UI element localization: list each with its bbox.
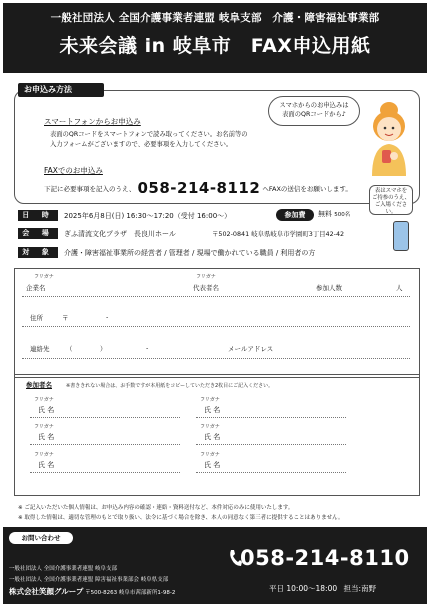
p1-furigana: フリガナ — [34, 397, 54, 403]
phone-note-line-1: 表はスマホを — [374, 188, 408, 194]
contact-label[interactable]: 連絡先 — [30, 345, 50, 353]
fax-suffix: へFAXの送信をお願いします。 — [262, 185, 352, 193]
footer-company: 株式会社笑顔グループ — [9, 587, 84, 596]
p6-name-label[interactable]: 氏 名 — [204, 461, 221, 469]
company-rule — [22, 296, 410, 297]
address-label[interactable]: 住所 — [30, 314, 43, 322]
header-banner — [3, 3, 427, 73]
target-value: 介護・障害福祉事業所の経営者 / 管理者 / 現場で働かれている職員 / 利用者の方 — [64, 249, 316, 257]
postal-mark: 〒 — [62, 314, 69, 322]
phone-note — [369, 185, 413, 215]
page-title: 未来会議 in 岐阜市 FAX申込用紙 — [59, 35, 371, 57]
participants-note: ※書ききれない場合は、お手数ですが本用紙をコピーしていただき2枚目にご記入ください。 — [66, 383, 274, 389]
p6-furigana: フリガナ — [200, 452, 220, 458]
representative-label[interactable]: 代表者名 — [193, 284, 219, 292]
company-name-label[interactable]: 企業名 — [26, 284, 46, 292]
p4-name-label[interactable]: 氏 名 — [204, 433, 221, 441]
contact-dash: - — [146, 344, 149, 352]
date-value: 2025年6月8日(日) 16:30～17:20（受付 16:00～） — [64, 212, 232, 220]
p3-name-label[interactable]: 氏 名 — [38, 433, 55, 441]
phone-note-line-2: ご持参のうえ、 — [371, 195, 411, 201]
bubble-line-2: 表面のQRコードから♪ — [282, 111, 346, 118]
p4-furigana: フリガナ — [200, 424, 220, 430]
footer-company-block — [9, 586, 175, 597]
smartphone-line-2: 入力フォームがございますので、必要事項を入力してください。 — [50, 141, 233, 148]
phone-note-line-3: ご入場ください。 — [374, 202, 408, 215]
business-hours: 平日 10:00～18:00 — [269, 584, 338, 593]
contact-paren-open: （ — [66, 345, 73, 353]
contact-phone[interactable]: 058-214-8110 — [240, 546, 410, 570]
fax-instruction — [44, 179, 352, 197]
p2-furigana: フリガナ — [200, 397, 220, 403]
company-furigana: フリガナ — [34, 274, 54, 280]
p2-rule — [196, 417, 346, 418]
bubble-line-1: スマホからのお申込みは — [279, 102, 349, 109]
p2-name-label[interactable]: 氏 名 — [204, 406, 221, 414]
p5-rule — [30, 472, 180, 473]
footer-line-2: 一般社団法人 全国介護事業者連盟 障害福祉事業部会 岐阜県支部 — [9, 577, 169, 583]
p5-name-label[interactable]: 氏 名 — [38, 461, 55, 469]
email-label[interactable]: メールアドレス — [228, 345, 274, 353]
footer-line-1: 一般社団法人 全国介護事業者連盟 岐阜支部 — [9, 566, 117, 572]
fee-capacity: 500名 — [334, 212, 351, 218]
privacy-note-2: ※ 取得した情報は、適切な管理のもとで取り扱い、法令に基づく場合を除き、本人の同意なく第三者に提供することはありません。 — [18, 515, 344, 521]
fax-prefix: 下記に必要事項を記入のうえ、 — [44, 185, 136, 193]
smartphone-line-1: 表面のQRコードをスマートフォンで読み取ってください。お名前等の — [50, 131, 248, 138]
postal-dash: - — [106, 313, 109, 321]
target-label: 対 象 — [18, 247, 58, 258]
p6-rule — [196, 472, 346, 473]
fax-number: 058-214-8112 — [137, 179, 261, 197]
smartphone-heading: スマートフォンからお申込み — [44, 117, 141, 126]
contact-tab: お問い合わせ — [9, 532, 73, 544]
representative-furigana: フリガナ — [196, 274, 216, 280]
p1-rule — [30, 417, 180, 418]
people-unit: 人 — [396, 284, 403, 292]
p4-rule — [196, 444, 346, 445]
fee-value: 無料 — [318, 210, 332, 218]
p5-furigana: フリガナ — [34, 452, 54, 458]
org-line: 一般社団法人 全国介護事業者連盟 岐阜支部 介護・障害福祉事業部 — [50, 12, 380, 24]
footer-hours — [269, 583, 376, 594]
participants-count-label[interactable]: 参加人数 — [316, 284, 342, 292]
footer-company-address: 〒500-8263 岐阜市茜部新所1-98-2 — [85, 590, 176, 596]
venue-name: ぎふ清流文化プラザ 長良川ホール — [64, 230, 176, 238]
fax-heading: FAXでのお申込み — [44, 166, 103, 175]
contact-rule — [22, 358, 410, 359]
application-method-heading: お申込み方法 — [18, 83, 104, 97]
date-label: 日 時 — [18, 210, 58, 221]
speech-bubble — [268, 96, 360, 126]
p1-name-label[interactable]: 氏 名 — [38, 406, 55, 414]
venue-label: 会 場 — [18, 228, 58, 239]
participants-heading: 参加者名 — [26, 381, 52, 389]
venue-address: 〒502-0841 岐阜県岐阜市学園町3丁目42-42 — [212, 230, 345, 238]
p3-furigana: フリガナ — [34, 424, 54, 430]
p3-rule — [30, 444, 180, 445]
address-rule — [22, 326, 410, 327]
smartphone-icon — [393, 221, 409, 251]
fee-info — [318, 209, 350, 219]
contact-paren-close: ） — [100, 345, 107, 353]
privacy-note-1: ※ ご記入いただいた個人情報は、お申込み内容の確認・連絡・資料送付など、本件対応のみに使用いたします。 — [18, 505, 294, 511]
fee-badge: 参加費 — [276, 209, 314, 221]
woman-with-phone-illustration — [360, 100, 418, 178]
footer-contact — [3, 527, 427, 604]
person-in-charge: 担当:南野 — [343, 584, 377, 593]
